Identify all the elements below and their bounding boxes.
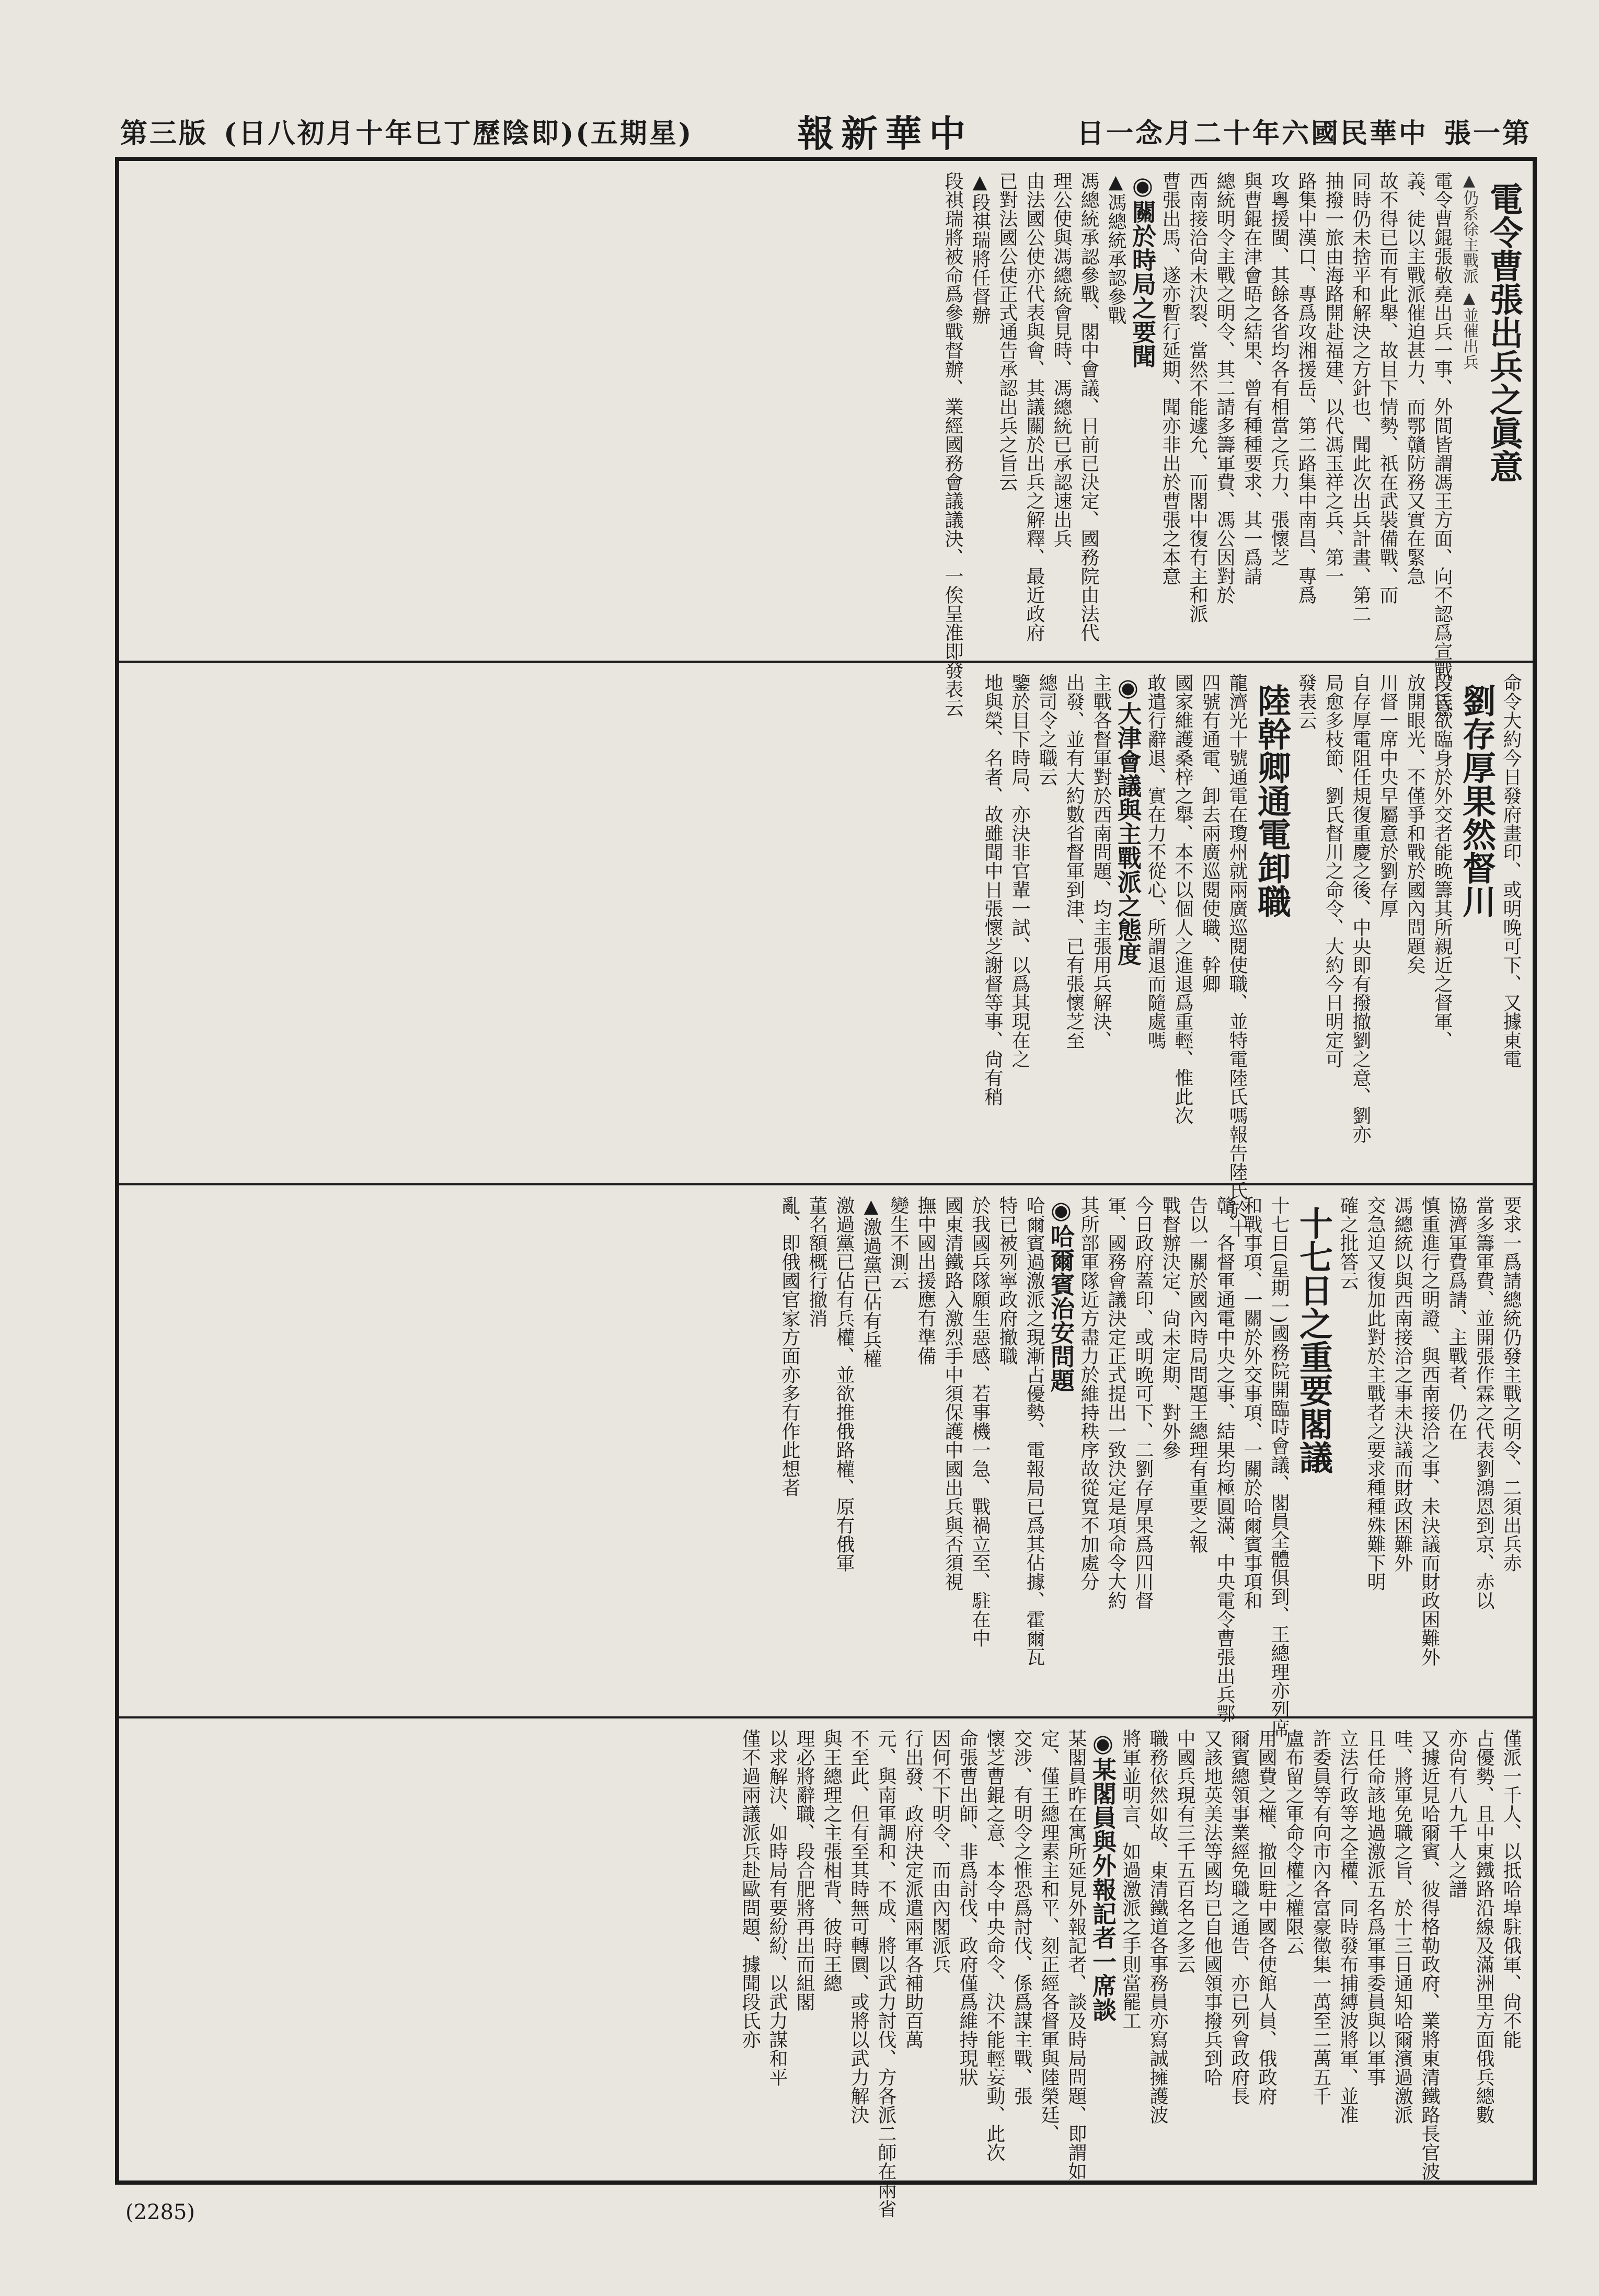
article-text-column: 用國費之權、撤回駐中國各使館人員、俄政府: [1256, 1729, 1277, 2105]
article-text-column: 交涉、有明令之惟恐爲討伐、係爲謀主戰、張: [1011, 1729, 1032, 2105]
article-text-column: 其所部軍隊近方盡力於維持秩序故從寬不加處分: [1078, 1196, 1099, 1591]
newspaper-title: 報新華中: [797, 111, 973, 155]
article-text-column: 職務依然如故、東清鐵道各事務員亦寫誠擁護波: [1147, 1729, 1168, 2124]
band-3-columns: [130, 1196, 1522, 1738]
article-text-column: 義、徒以主戰派催迫甚力、而鄂贛防務又實在緊急: [1404, 171, 1425, 585]
issue-label: 第三版: [120, 117, 209, 149]
article-text-column: ▲激過黨已佔有兵權: [860, 1196, 882, 1368]
article-text-column: 某閣員昨在寓所延見外報記者、談及時局問題、即謂如: [1065, 1729, 1087, 2180]
band-1-columns: [130, 171, 1523, 717]
article-headline: 電令曹張出兵之眞意: [1484, 182, 1523, 483]
article-text-column: 又該地英美法等國均已自他國領事撥兵到哈: [1201, 1729, 1223, 2086]
article-text-column: 電令曹錕張敬堯出兵一事、外間皆謂馮王方面、向不認爲宣戰之意: [1431, 171, 1453, 717]
article-text-column: 哇、將軍免職之旨、於十三日通知哈爾濱過激派: [1391, 1729, 1413, 2124]
section-heading: ◉哈爾賓治安問題: [1047, 1196, 1075, 1392]
band-2-columns: [130, 673, 1522, 1238]
article-text-column: 故不得已而有此舉、故目下情勢、祇在武裝備戰、而: [1377, 171, 1398, 604]
lunar-date: (日八初月十年巳丁歷陰即)(五期星): [224, 117, 694, 149]
article-text-column: 理必將辭職、段合肥將再出而組閣: [793, 1729, 815, 2011]
article-text-column: 與王總理之主張相背、彼時王總: [821, 1729, 842, 1992]
article-text-column: 僅派一千人、以抵哈埠駐俄軍、尙不能: [1500, 1729, 1522, 2049]
article-text-column: 交急迫又復加此對於主戰者之要求種種殊難下明: [1364, 1196, 1386, 1591]
article-text-column: 特已被列寧政府撤職: [996, 1196, 1018, 1365]
article-text-column: 因何不下明令、而由內閣派兵: [929, 1729, 951, 1974]
article-text-column: 自存厚電阻任規復重慶之後、中央即有撥撤劉之意、劉亦: [1350, 673, 1371, 1144]
article-text-column: 總統明令主戰之明令、其二請多籌軍費、馮公因對於: [1214, 171, 1235, 604]
article-text-column: 激過黨已佔有兵權、並欲推俄路權、原有俄軍: [833, 1196, 855, 1572]
article-text-column: 由法國公使亦代表與會、其議關於出兵之解釋、最近政府: [1023, 171, 1045, 642]
article-text-column: ▲段祺瑞將任督辦: [969, 171, 991, 325]
article-text-column: 今日政府蓋印、或明晚可下、二劉存厚果爲四川督: [1132, 1196, 1154, 1610]
republic-date: 日一念月二十年六國民華中: [1076, 117, 1428, 149]
article-text-column: 軍、國務會議決定正式提出一致決定是項命令大約: [1105, 1196, 1126, 1610]
article-text-column: 許委員等有向市內各富豪徵集一萬至二萬五千: [1310, 1729, 1331, 2105]
article-text-column: 馮總統以與西南接洽之事未決議而財政困難外: [1391, 1196, 1413, 1572]
article-text-column: 哈爾賓過激派之現漸占優勢、電報局已爲其佔據、霍爾瓦: [1023, 1196, 1045, 1666]
article-text-column: 告以一關於國內時局問題王總理有重要之報: [1187, 1196, 1208, 1553]
section-label: 張一第: [1443, 117, 1532, 149]
article-text-column: 國東清鐵路入激烈手中須保護中國出兵與否須視: [942, 1196, 963, 1591]
article-text-column: 立法行政等之全權、同時發布捕縛波將軍、並准: [1337, 1729, 1359, 2124]
article-text-column: 亂、即俄國官家方面亦多有作此想者: [779, 1196, 800, 1497]
article-text-column: 出發、並有大約數省督軍到津、已有張懷芝至: [1063, 673, 1085, 1049]
article-text-column: 國家維護桑梓之舉、本不以個人之進退爲重輕、惟此次: [1172, 673, 1193, 1125]
article-text-column: 協濟軍費爲請、主戰者、仍在: [1446, 1196, 1467, 1440]
article-text-column: 贛、各督軍通電中央之事、結果均極圓滿、中央電令曹張出兵鄂: [1214, 1196, 1235, 1723]
band-1: [119, 161, 1533, 717]
article-text-column: 川督一席中央早屬意於劉存厚: [1377, 673, 1398, 918]
article-text-column: 撫中國出援應有準備: [915, 1196, 936, 1365]
article-text-column: 戰督辦決定、尙未定期、對外參: [1159, 1196, 1181, 1459]
article-text-column: 龍濟光十號通電在瓊州就兩廣巡閱使職、並特電陸氏嗎報告陸氏於十: [1226, 673, 1248, 1238]
article-text-column: 地與榮、名者、故雖聞中日張懷芝謝督等事、尙有稍: [982, 673, 1003, 1106]
article-text-column: 命張曹出師、非爲討伐、政府僅爲維持現狀: [957, 1729, 978, 2086]
article-text-column: 當多籌軍費、並開張作霖之代表劉鴻恩到京、赤以: [1473, 1196, 1494, 1610]
article-text-column: 盧布留之軍命令權之權限云: [1283, 1729, 1304, 1955]
article-text-column: 命令大約今日發府畫印、或明晚可下、又據東電: [1500, 673, 1522, 1068]
article-text-column: 攻粵援閩、其餘各省均各有相當之兵力、張懷芝: [1268, 171, 1290, 567]
article-text-column: 西南接洽尙未決裂、當然不能遽允、而閣中復有主和派: [1187, 171, 1208, 623]
masthead: [120, 110, 1532, 155]
article-text-column: 亦尙有八九千人之譜: [1446, 1729, 1467, 1898]
article-text-column: 發表云: [1295, 673, 1317, 730]
article-text-column: 路集中漢口、專爲攻湘援岳、第二路集中南昌、專爲: [1295, 171, 1317, 604]
article-text-column: 於我國兵隊願生惡感、若事機一急、戰禍立至、駐在中: [969, 1196, 991, 1647]
article-text-column: 總司令之職云: [1036, 673, 1057, 786]
page-number: (2285): [125, 2200, 195, 2224]
article-text-column: 鑒於目下時局、亦決非官輩一試、以爲其現在之: [1009, 673, 1030, 1068]
article-text-column: 理公使與馮總統會見時、馮總統已承認速出兵: [1051, 171, 1072, 548]
article-text-column: 要求一爲請總統仍發主戰之明令、二須出兵赤: [1500, 1196, 1522, 1572]
article-text-column: 定、僅王總理素主和平、刻正經各督軍與陸榮廷、: [1038, 1729, 1060, 2143]
article-text-column: 以求解決、如時局有要紛紛、以武力謀和平: [766, 1729, 788, 2086]
masthead-right: [1077, 111, 1532, 151]
article-text-column: 局愈多枝節、劉氏督川之命令、大約今日明定可: [1322, 673, 1344, 1068]
article-text-column: 懷芝曹錕之意、本令中央命令、決不能輕妄動、此次: [984, 1729, 1005, 2162]
article-text-column: 董名額概行撤消: [806, 1196, 827, 1328]
section-heading: ◉大津會議與主戰派之態度: [1114, 673, 1142, 966]
article-text-column: 僅不過兩議派兵赴歐問題、據聞段氏亦: [739, 1729, 761, 2049]
article-text-column: 變生不測云: [888, 1196, 909, 1290]
article-text-column: 放開眼光、不僅爭和戰於國內問題矣: [1404, 673, 1425, 974]
article-text-column: 四號有通電、卸去兩廣巡閱使職、幹卿: [1199, 673, 1221, 993]
article-headline: 十七日之重要閣議: [1294, 1206, 1333, 1474]
article-text-column: 敢遣行辭退、實在力不從心、所謂退而隨處嗎: [1145, 673, 1166, 1049]
article-text-column: 同時仍未捨平和解決之方針也、聞此次出兵計畫、第二: [1350, 171, 1371, 623]
article-text-column: 爾賓總領事業經免職之通告、亦已列會政府長: [1228, 1729, 1250, 2105]
article-text-column: 慎重進行之明證、與西南接洽之事、未決議而財政困難外: [1419, 1196, 1440, 1666]
article-text-column: 馮總統承認參戰、閣中會議、日前已決定、國務院由法代: [1078, 171, 1099, 642]
article-text-column: 中國兵現有三千五百名之多云: [1174, 1729, 1195, 1974]
article-headline: 劉存厚果然督川: [1457, 684, 1496, 918]
article-text-column: 已對法國公使正式通告承認出兵之旨云: [996, 171, 1018, 491]
article-text-column: 段祺瑞將被命爲參戰督辦、業經國務會議議決、一俟呈准即發表云: [942, 171, 963, 717]
article-text-column: 占優勢、且中東鐵路沿線及滿洲里方面俄兵總數: [1473, 1729, 1494, 2124]
article-text-column: 確之批答云: [1337, 1196, 1359, 1290]
article-text-column: 主戰各督軍對於西南問題、均主張用兵解決、: [1090, 673, 1112, 1049]
article-text-column: 十七日(星期一)國務院開臨時會議、閣員全體俱到、王總理亦列席: [1268, 1196, 1290, 1738]
masthead-left: [120, 111, 693, 151]
band-3: [119, 1185, 1533, 1738]
band-2: [119, 663, 1533, 1238]
article-text-column: 段氏欲臨身於外交者能晚籌其所親近之督軍、: [1431, 673, 1453, 1049]
article-text-column: 抽撥一旅由海路開赴福建、以代馮玉祥之兵、第一: [1322, 171, 1344, 585]
article-text-column: 行出發、政府決定派遣兩軍各補助百萬: [902, 1729, 924, 2049]
article-text-column: 元、與南軍調和、不成、將以武力討伐、方各派二師在兩省: [875, 1729, 896, 2218]
article-text-column: 又據近見哈爾賓、彼得格勒政府、業將東清鐵路長官波: [1419, 1729, 1440, 2180]
article-text-column: 與曹錕在津會晤之結果、曾有種種要求、其一爲請: [1241, 171, 1262, 585]
article-headline: 陸幹卿通電卸職: [1252, 684, 1291, 918]
section-heading: ◉某閣員與外報記者一席談: [1089, 1729, 1117, 2022]
section-heading: ◉關於時局之要聞: [1129, 171, 1157, 368]
article-text-column: 將軍並明言、如過激派之手則當罷工: [1120, 1729, 1141, 2030]
article-text-column: 曹張出馬、遂亦暫行延期、聞亦非出於曹張之本意: [1159, 171, 1181, 585]
article-text-column: 和戰事項、一關於外交事項、一關於哈爾賓事項和: [1241, 1196, 1262, 1610]
article-subheading: ▲仍系徐主戰派 ▲並催出兵: [1460, 171, 1478, 370]
article-text-column: 不至此、但有至其時無可轉圜、或將以武力解決: [848, 1729, 869, 2124]
article-text-column: 且任命該地過激派五名爲軍事委員與以軍事: [1364, 1729, 1386, 2086]
article-text-column: ▲馮總統承認參戰: [1105, 171, 1126, 325]
